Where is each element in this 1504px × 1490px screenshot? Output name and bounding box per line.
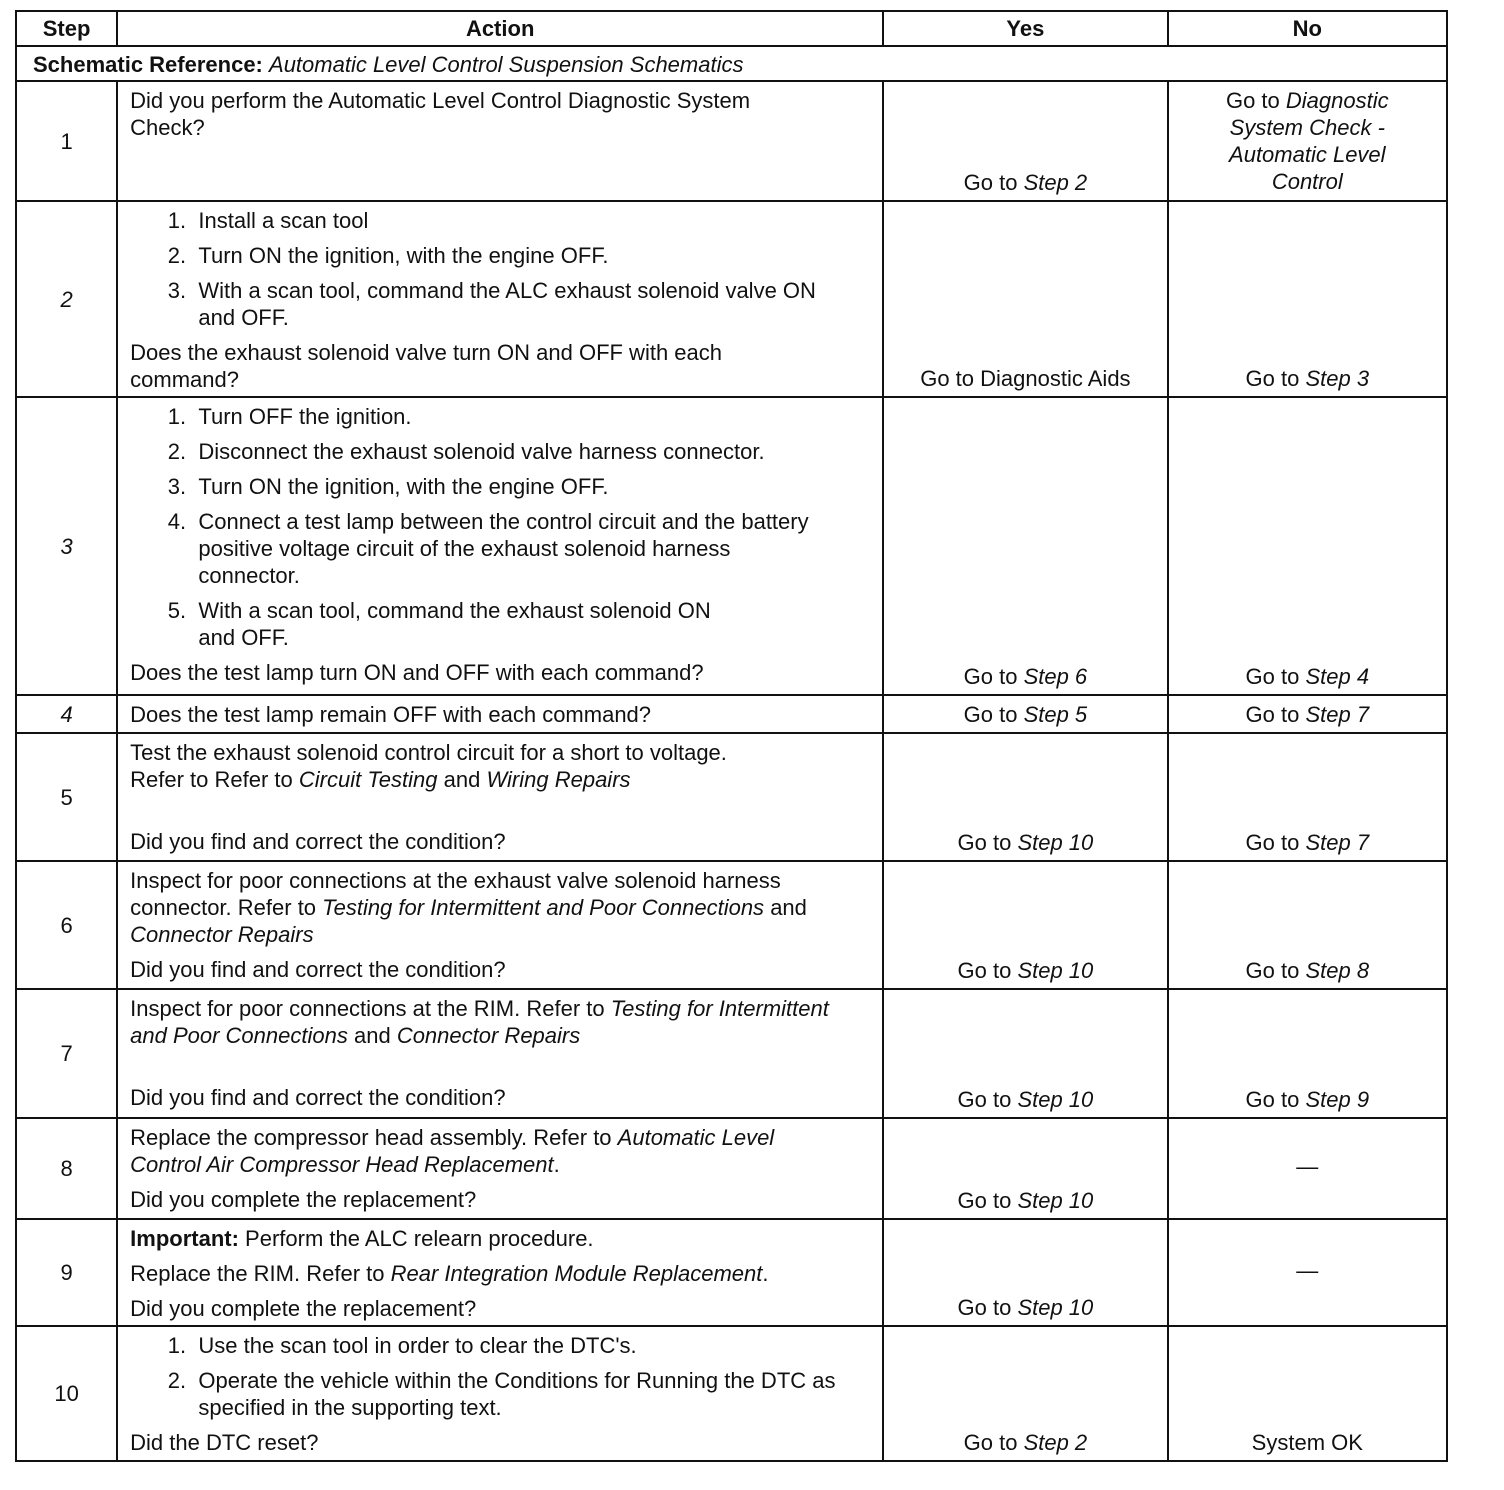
table-row bbox=[16, 861, 1447, 989]
reference-link[interactable]: Wiring Repairs bbox=[486, 767, 631, 792]
table-row bbox=[16, 989, 1447, 1118]
action-question: Does the test lamp remain OFF with each command? bbox=[117, 695, 883, 733]
action-cell bbox=[117, 1219, 883, 1326]
step-number: 4 bbox=[16, 695, 117, 733]
important-note: Important: Perform the ALC relearn procedure. bbox=[130, 1226, 594, 1251]
action-question: Did you find and correct the condition? bbox=[130, 829, 506, 854]
no-cell[interactable]: Go to Step 7 bbox=[1168, 695, 1447, 733]
action-cell bbox=[117, 733, 883, 861]
action-cell bbox=[117, 989, 883, 1118]
step-number: 5 bbox=[16, 733, 117, 861]
no-cell[interactable]: Go to Step 9 bbox=[1168, 989, 1447, 1118]
yes-cell[interactable]: Go to Diagnostic Aids bbox=[883, 201, 1167, 397]
action-question: Did the DTC reset? bbox=[130, 1430, 319, 1455]
action-cell bbox=[117, 81, 883, 201]
step-number: 1 bbox=[16, 81, 117, 201]
list-item: 1. Turn OFF the ignition. bbox=[167, 404, 412, 429]
no-step-link[interactable]: Step 8 bbox=[1305, 958, 1370, 983]
yes-cell[interactable]: Go to Step 10 bbox=[883, 989, 1167, 1118]
schematic-reference-link[interactable]: Automatic Level Control Suspension Schematics bbox=[269, 52, 744, 77]
yes-step-link[interactable]: Step 10 bbox=[1017, 1295, 1094, 1320]
table-row bbox=[16, 201, 1447, 397]
table-header-row bbox=[16, 11, 1447, 46]
reference-link[interactable]: Automatic Level Control Air Compressor Head Replacement bbox=[130, 1125, 775, 1177]
yes-step-link[interactable]: Step 2 bbox=[1023, 1430, 1088, 1455]
yes-step-link[interactable]: Step 10 bbox=[1017, 830, 1094, 855]
action-cell bbox=[117, 1118, 883, 1219]
yes-cell[interactable]: Go to Step 2 bbox=[883, 1326, 1167, 1461]
action-cell bbox=[117, 861, 883, 989]
table-row bbox=[16, 695, 1447, 733]
header-no: No bbox=[1168, 11, 1447, 46]
procedure-list bbox=[130, 403, 872, 651]
table-row bbox=[16, 81, 1447, 201]
no-cell[interactable]: Go to Step 7 bbox=[1168, 733, 1447, 861]
action-question: Does the exhaust solenoid valve turn ON and OFF with each command? bbox=[130, 340, 723, 392]
reference-link[interactable]: Circuit Testing bbox=[298, 767, 438, 792]
no-step-link[interactable]: Step 7 bbox=[1305, 701, 1370, 727]
no-cell[interactable]: Go to Step 3 bbox=[1168, 201, 1447, 397]
action-question: Did you find and correct the condition? bbox=[130, 957, 506, 982]
yes-cell[interactable]: Go to Step 10 bbox=[883, 861, 1167, 989]
yes-cell[interactable]: Go to Step 6 bbox=[883, 397, 1167, 695]
list-item: 1. Use the scan tool in order to clear the DTC's. bbox=[167, 1333, 637, 1358]
action-question: Did you perform the Automatic Level Control Diagnostic System Check? bbox=[130, 88, 751, 140]
table-row bbox=[16, 1118, 1447, 1219]
yes-cell[interactable]: Go to Step 10 bbox=[883, 733, 1167, 861]
action-question: Does the test lamp turn ON and OFF with each command? bbox=[130, 660, 704, 685]
yes-step-link[interactable]: Step 10 bbox=[1017, 1188, 1094, 1213]
list-item: 3. Turn ON the ignition, with the engine OFF. bbox=[167, 474, 609, 499]
yes-cell[interactable]: Go to Step 2 bbox=[883, 81, 1167, 201]
no-step-link[interactable]: Step 4 bbox=[1305, 664, 1370, 689]
reference-link[interactable]: Connector Repairs bbox=[130, 922, 314, 947]
step-number: 8 bbox=[16, 1118, 117, 1219]
no-cell: — bbox=[1168, 1219, 1447, 1326]
reference-link[interactable]: Testing for Intermittent and Poor Connections bbox=[130, 996, 829, 1048]
procedure-list bbox=[130, 1332, 872, 1421]
no-step-link[interactable]: Step 3 bbox=[1305, 366, 1370, 391]
yes-step-link[interactable]: Step 10 bbox=[1017, 1087, 1094, 1112]
table-row bbox=[16, 1326, 1447, 1461]
action-cell bbox=[117, 1326, 883, 1461]
action-cell bbox=[117, 201, 883, 397]
list-item: 2. Turn ON the ignition, with the engine OFF. bbox=[167, 243, 609, 268]
schematic-reference-label: Schematic Reference: bbox=[33, 52, 263, 77]
yes-step-link[interactable]: Step 10 bbox=[1017, 958, 1094, 983]
step-number: 2 bbox=[16, 201, 117, 397]
schematic-reference-row bbox=[16, 46, 1447, 81]
diagnostic-table bbox=[15, 10, 1448, 1462]
yes-step-link[interactable]: Step 6 bbox=[1023, 664, 1088, 689]
yes-step-link[interactable]: Step 5 bbox=[1023, 701, 1088, 727]
reference-link[interactable]: Rear Integration Module Replacement bbox=[390, 1261, 763, 1286]
table-row bbox=[16, 397, 1447, 695]
step-number: 3 bbox=[16, 397, 117, 695]
schematic-reference bbox=[16, 46, 1447, 81]
no-cell: System OK bbox=[1168, 1326, 1447, 1461]
yes-cell[interactable]: Go to Step 10 bbox=[883, 1118, 1167, 1219]
yes-cell[interactable]: Go to Step 5 bbox=[883, 695, 1167, 733]
header-action: Action bbox=[117, 11, 883, 46]
action-question: Did you complete the replacement? bbox=[130, 1296, 477, 1321]
list-item: 1. Install a scan tool bbox=[167, 208, 369, 233]
header-step: Step bbox=[16, 11, 117, 46]
list-item: 3. With a scan tool, command the ALC exhaust solenoid valve ON and OFF. bbox=[167, 278, 816, 330]
step-number: 10 bbox=[16, 1326, 117, 1461]
header-yes: Yes bbox=[883, 11, 1167, 46]
step-number: 6 bbox=[16, 861, 117, 989]
no-cell[interactable]: Go to Diagnostic System Check - Automatic Level Control bbox=[1168, 81, 1447, 201]
no-cell[interactable]: Go to Step 4 bbox=[1168, 397, 1447, 695]
action-question: Did you complete the replacement? bbox=[130, 1187, 477, 1212]
no-step-link[interactable]: Step 9 bbox=[1305, 1087, 1370, 1112]
action-cell bbox=[117, 397, 883, 695]
action-text: Inspect for poor connections at the RIM. Refer to Testing for Intermittent and Poor Connections and Connector Repairs bbox=[130, 996, 829, 1048]
list-item: 2. Operate the vehicle within the Conditions for Running the DTC as specified in the supporting text. bbox=[167, 1368, 836, 1420]
action-text: Test the exhaust solenoid control circuit for a short to voltage. Refer to Refer to Circuit Testing and Wiring Repairs bbox=[130, 740, 727, 792]
list-item: 5. With a scan tool, command the exhaust solenoid ON and OFF. bbox=[167, 598, 711, 650]
yes-cell[interactable]: Go to Step 10 bbox=[883, 1219, 1167, 1326]
reference-link[interactable]: Connector Repairs bbox=[396, 1023, 581, 1048]
step-number: 7 bbox=[16, 989, 117, 1118]
action-text: Replace the compressor head assembly. Refer to Automatic Level Control Air Compressor Head Replacement. bbox=[130, 1125, 775, 1177]
action-text: Inspect for poor connections at the exhaust valve solenoid harness connector. Refer to Testing for Intermittent and Poor Connections and Connector Repairs bbox=[130, 868, 807, 947]
table-row bbox=[16, 1219, 1447, 1326]
action-question: Did you find and correct the condition? bbox=[130, 1085, 506, 1110]
no-cell[interactable]: Go to Step 8 bbox=[1168, 861, 1447, 989]
yes-step-link[interactable]: Step 2 bbox=[1023, 170, 1088, 195]
important-label: Important: bbox=[130, 1226, 239, 1251]
step-number: 9 bbox=[16, 1219, 117, 1326]
reference-link[interactable]: Testing for Intermittent and Poor Connections bbox=[322, 895, 765, 920]
action-text: Replace the RIM. Refer to Rear Integration Module Replacement. bbox=[130, 1261, 769, 1286]
table-row bbox=[16, 733, 1447, 861]
no-cell: — bbox=[1168, 1118, 1447, 1219]
list-item: 2. Disconnect the exhaust solenoid valve harness connector. bbox=[167, 439, 765, 464]
procedure-list bbox=[130, 207, 872, 331]
no-step-link[interactable]: Step 7 bbox=[1305, 830, 1370, 855]
list-item: 4. Connect a test lamp between the control circuit and the battery positive voltage circuit of the exhaust solenoid harness connector. bbox=[167, 509, 809, 588]
